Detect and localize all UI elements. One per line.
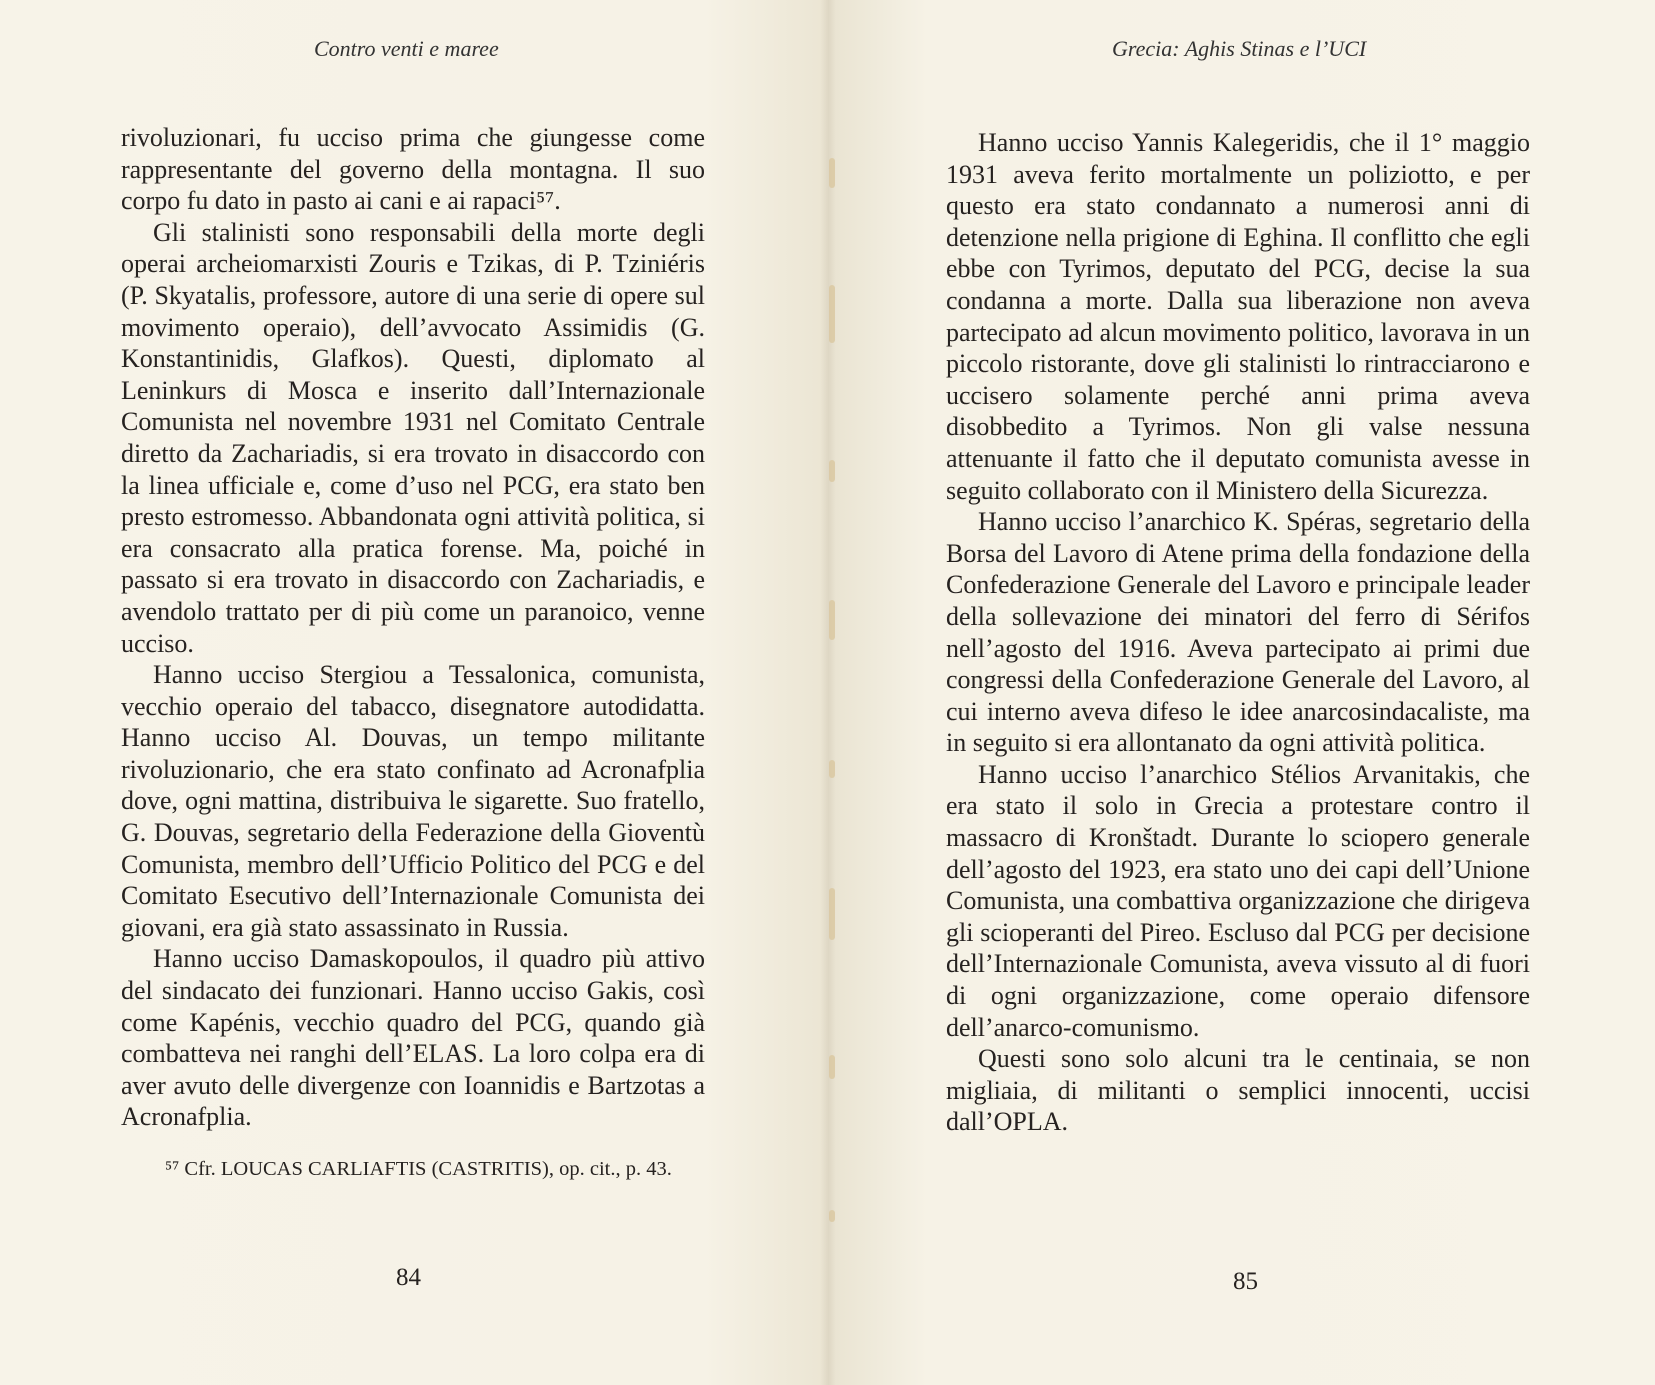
binding-thread [829,600,835,640]
right-page [828,0,1655,1385]
footnote-57: ⁵⁷ Cfr. LOUCAS CARLIAFTIS (CASTRITIS), op. cit., p. 43. [165,1158,672,1180]
page-number-right: 85 [1233,1268,1258,1295]
left-page-body [121,122,705,1133]
binding-thread [829,888,835,940]
page-number-left: 84 [396,1264,421,1291]
running-header-left: Contro venti e maree [314,36,499,61]
binding-thread [829,460,835,482]
binding-thread [829,760,835,778]
paragraph: Hanno ucciso Damaskopoulos, il quadro più attivo del sindacato dei funzionari. Hanno ucciso Gakis, così come Kapénis, vecchio quadro del PCG, quando già combatteva nei ranghi dell’ELAS. La loro colpa era di aver avuto delle divergenze con Ioannidis e Bartzotas a Acronafplia. [121,944,705,1132]
paragraph: Hanno ucciso Stergiou a Tessalonica, comunista, vecchio operaio del tabacco, disegnatore autodidatta. Hanno ucciso Al. Douvas, un tempo militante rivoluzionario, che era stato confinato ad Acronafplia dove, ogni mattina, distribuiva le sigarette. Suo fratello, G. Douvas, segretario della Federazione della Gioventù Comunista, membro dell’Ufficio Politico del PCG e del Comitato Esecutivo dell’Internazionale Comunista dei giovani, era già stato assassinato in Russia. [121,660,705,942]
book-gutter [820,0,836,1385]
paragraph: rivoluzionari, fu ucciso prima che giungesse come rappresentante del governo della montagna. Il suo corpo fu dato in pasto ai cani e ai rapaci⁵⁷. [121,123,705,216]
binding-thread [829,1055,835,1079]
paragraph: Hanno ucciso Yannis Kalegeridis, che il 1° maggio 1931 aveva ferito mortalmente un poliziotto, e per questo era stato condannato a numerosi anni di detenzione nella prigione di Eghina. Il conflitto che egli ebbe con Tyrimos, deputato del PCG, decise la sua condanna a morte. Dalla sua liberazione non aveva partecipato ad alcun movimento politico, lavorava in un piccolo ristorante, dove gli stalinisti lo rintracciarono e uccisero solamente perché anni prima aveva disobbedito a Tyrimos. Non gli valse nessuna attenuante il fatto che il deputato comunista avesse in seguito collaborato con il Ministero della Sicurezza. [946,128,1530,505]
binding-thread [829,285,835,343]
binding-thread [829,1210,835,1222]
paragraph: Gli stalinisti sono responsabili della morte degli operai archeiomarxisti Zouris e Tzikas, di P. Tziniéris (P. Skyatalis, professore, autore di una serie di opere sul movimento operaio), dell’avvocato Assimidis (G. Konstantinidis, Glafkos). Questi, diplomato al Leninkurs di Mosca e inserito dall’Internazionale Comunista nel novembre 1931 nel Comitato Centrale diretto da Zachariadis, si era trovato in disaccordo con la linea ufficiale e, come d’uso nel PCG, era stato ben presto estromesso. Abbandonata ogni attività politica, si era consacrato alla pratica forense. Ma, poiché in passato si era trovato in disaccordo con Zachariadis, e avendolo trattato per di più come un paranoico, venne ucciso. [121,217,705,658]
running-header-right: Grecia: Aghis Stinas e l’UCI [1112,36,1367,61]
binding-thread [829,158,835,188]
paragraph: Hanno ucciso l’anarchico Stélios Arvanitakis, che era stato il solo in Grecia a protestare contro il massacro di Kronštadt. Durante lo sciopero generale dell’agosto del 1923, era stato uno dei capi dell’Unione Comunista, una combattiva organizzazione che dirigeva gli scioperanti del Pireo. Escluso dal PCG per decisione dell’Internazionale Comunista, aveva vissuto al di fuori di ogni organizzazione, come operaio difensore dell’anarco-comunismo. [946,759,1530,1042]
paragraph: Questi sono solo alcuni tra le centinaia, se non migliaia, di militanti o semplici innocenti, uccisi dall’OPLA. [946,1044,1530,1137]
paragraph: Hanno ucciso l’anarchico K. Spéras, segretario della Borsa del Lavoro di Atene prima della fondazione della Confederazione Generale del Lavoro e principale leader della sollevazione dei minatori del ferro di Sérifos nell’agosto del 1916. Aveva partecipato ai primi due congressi della Confederazione Generale del Lavoro, al cui interno aveva difeso le idee anarcosindacaliste, ma in seguito si era allontanato da ogni attività politica. [946,507,1530,758]
right-page-body [946,127,1530,1138]
